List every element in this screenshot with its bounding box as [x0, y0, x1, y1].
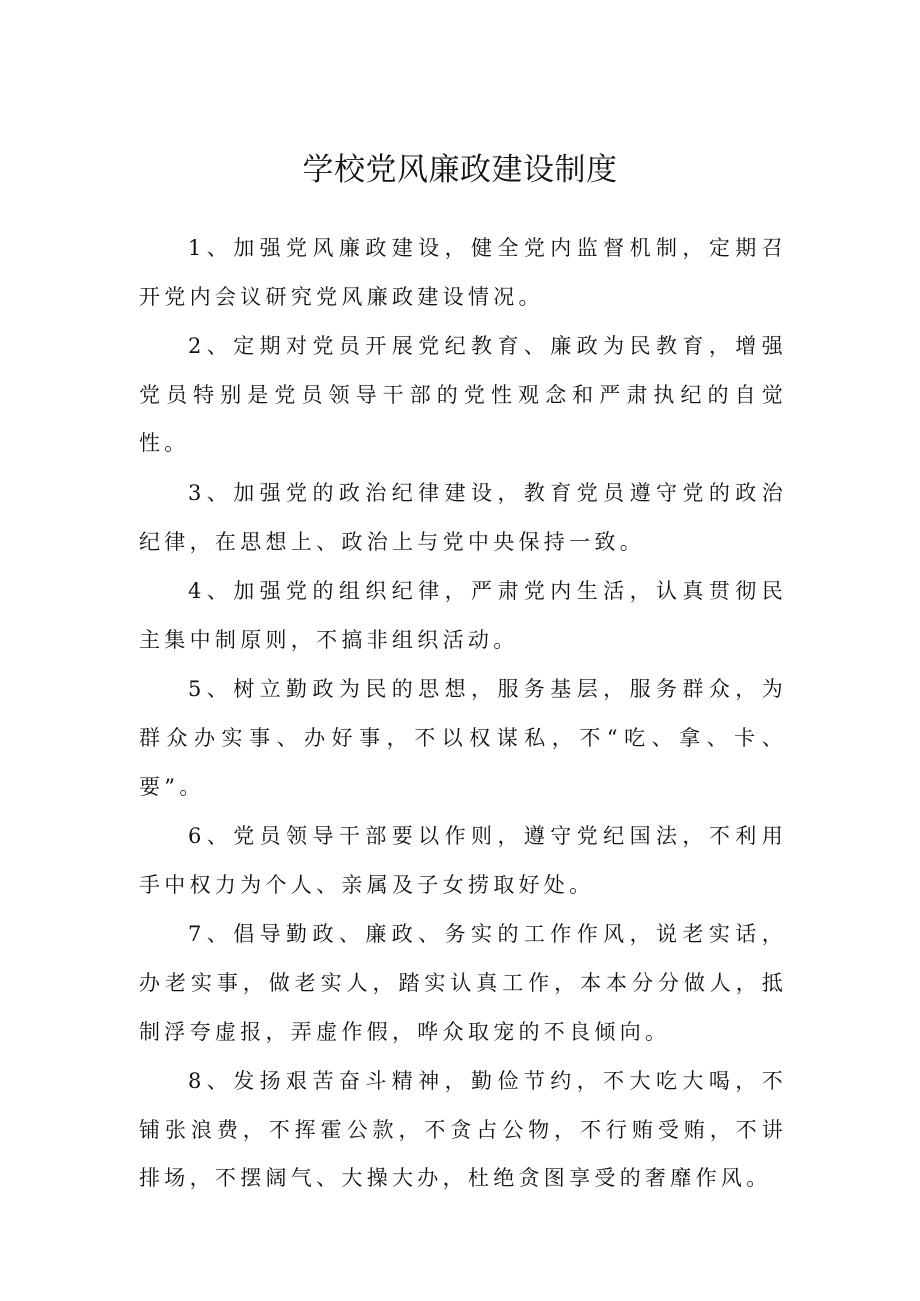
paragraph-2: 2、定期对党员开展党纪教育、廉政为民教育，增强党员特别是党员领导干部的党性观念和严肃执纪的自觉性。 — [139, 334, 787, 456]
document-title: 学校党风廉政建设制度 — [302, 152, 618, 188]
paragraph-7: 7、倡导勤政、廉政、务实的工作作风，说老实话，办老实事，做老实人，踏实认真工作，本本分分做人，抵制浮夸虚报，弄虚作假，哗众取宠的不良倾向。 — [139, 922, 787, 1044]
paragraph-5: 5、树立勤政为民的思想，服务基层，服务群众，为群众办实事、办好事，不以权谋私，不“吃、拿、卡、要”。 — [139, 677, 787, 799]
paragraph-6: 6、党员领导干部要以作则，遵守党纪国法，不利用手中权力为个人、亲属及子女捞取好处。 — [139, 824, 787, 897]
document-body — [139, 224, 787, 1204]
paragraph-4: 4、加强党的组织纪律，严肃党内生活，认真贯彻民主集中制原则，不搞非组织活动。 — [139, 579, 787, 652]
paragraph-3: 3、加强党的政治纪律建设，教育党员遵守党的政治纪律，在思想上、政治上与党中央保持一致。 — [139, 480, 787, 554]
paragraph-8: 8、发扬艰苦奋斗精神，勤俭节约，不大吃大喝，不铺张浪费，不挥霍公款，不贪占公物，不行贿受贿，不讲排场，不摆阔气、大操大办，杜绝贪图享受的奢靡作风。 — [139, 1069, 787, 1191]
paragraph-1: 1、加强党风廉政建设，健全党内监督机制，定期召开党内会议研究党风廉政建设情况。 — [139, 236, 787, 309]
